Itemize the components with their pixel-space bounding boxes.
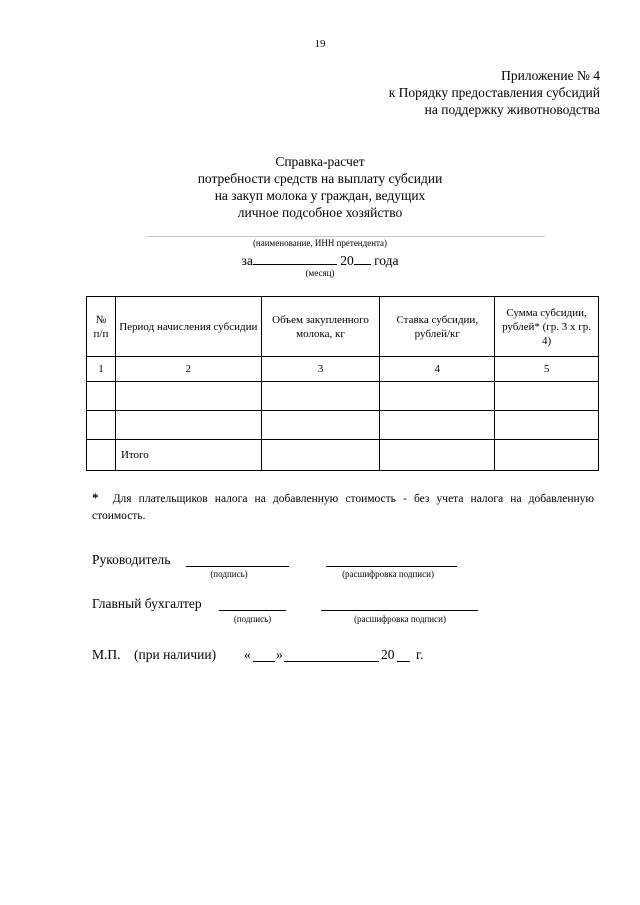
head-decode-caption: (расшифровка подписи) bbox=[342, 569, 434, 579]
month-blank[interactable] bbox=[253, 252, 337, 265]
table-cell[interactable] bbox=[115, 382, 261, 411]
title-line-3: на закуп молока у граждан, ведущих bbox=[214, 188, 426, 203]
accountant-signature-line[interactable] bbox=[219, 597, 286, 611]
footnote-text: Для плательщиков налога на добавленную стоимость - без учета налога на добавленную стоимость. bbox=[92, 493, 594, 522]
stamp-note: (при наличии) bbox=[134, 647, 217, 662]
stamp-label: М.П. bbox=[92, 647, 121, 662]
date-year-suffix: г. bbox=[416, 647, 424, 662]
header-rate: Ставка субсидии, рублей/кг bbox=[380, 297, 495, 357]
applicant-caption: (наименование, ИНН претендента) bbox=[252, 238, 388, 248]
accountant-decode-line[interactable] bbox=[321, 597, 478, 611]
accountant-decode-caption: (расшифровка подписи) bbox=[354, 614, 446, 624]
footnote-star: * bbox=[92, 490, 99, 505]
year-blank[interactable] bbox=[354, 252, 371, 265]
table-cell[interactable] bbox=[261, 440, 380, 471]
head-sign-caption: (подпись) bbox=[210, 569, 248, 579]
footnote bbox=[92, 489, 594, 525]
table-header-row bbox=[87, 297, 599, 357]
period-year-prefix: 20 bbox=[340, 253, 354, 268]
table-cell[interactable] bbox=[495, 382, 599, 411]
total-row bbox=[87, 440, 599, 471]
date-close-quote: » bbox=[276, 647, 283, 662]
appendix-header bbox=[300, 67, 600, 118]
table-cell[interactable] bbox=[261, 382, 380, 411]
header-amount: Сумма субсидии, рублей* (гр. 3 х гр. 4) bbox=[495, 297, 599, 357]
column-number: 1 bbox=[87, 357, 116, 382]
date-month-blank[interactable] bbox=[284, 648, 379, 662]
total-label: Итого bbox=[115, 440, 261, 471]
document-title bbox=[0, 153, 640, 221]
period-line bbox=[0, 252, 640, 269]
table-cell[interactable] bbox=[380, 440, 495, 471]
table-cell[interactable] bbox=[87, 382, 116, 411]
date-day-blank[interactable] bbox=[253, 648, 275, 662]
applicant-name-line[interactable] bbox=[147, 236, 545, 237]
column-number: 5 bbox=[495, 357, 599, 382]
table-cell[interactable] bbox=[87, 411, 116, 440]
page-number: 19 bbox=[314, 38, 326, 50]
table-cell[interactable] bbox=[495, 411, 599, 440]
column-number: 4 bbox=[380, 357, 495, 382]
accountant-sign-caption: (подпись) bbox=[233, 614, 272, 624]
head-label: Руководитель bbox=[92, 552, 171, 567]
date-open-quote: « bbox=[244, 647, 251, 662]
table-row bbox=[87, 382, 599, 411]
period-year-suffix: года bbox=[374, 253, 399, 268]
period-prefix: за bbox=[241, 253, 253, 268]
table-cell[interactable] bbox=[380, 382, 495, 411]
column-numbers-row bbox=[87, 357, 599, 382]
head-signature-line[interactable] bbox=[186, 553, 289, 567]
appendix-line-2: к Порядку предоставления субсидий bbox=[388, 85, 600, 100]
column-number: 2 bbox=[115, 357, 261, 382]
title-line-4: личное подсобное хозяйство bbox=[237, 205, 403, 220]
table-cell[interactable] bbox=[380, 411, 495, 440]
calculation-table bbox=[86, 296, 599, 471]
column-number: 3 bbox=[261, 357, 380, 382]
header-volume: Объем закупленного молока, кг bbox=[261, 297, 380, 357]
table-cell[interactable] bbox=[115, 411, 261, 440]
appendix-line-3: на поддержку животноводства bbox=[424, 102, 600, 117]
table-cell[interactable] bbox=[495, 440, 599, 471]
header-period: Период начисления субсидии bbox=[115, 297, 261, 357]
table-cell[interactable] bbox=[87, 440, 116, 471]
accountant-label: Главный бухгалтер bbox=[92, 596, 202, 611]
month-caption: (месяц) bbox=[305, 268, 335, 278]
header-number: № п/п bbox=[87, 297, 116, 357]
title-line-2: потребности средств на выплату субсидии bbox=[197, 171, 443, 186]
appendix-line-1: Приложение № 4 bbox=[501, 68, 600, 83]
table-row bbox=[87, 411, 599, 440]
head-decode-line[interactable] bbox=[326, 553, 457, 567]
table-cell[interactable] bbox=[261, 411, 380, 440]
date-year-blank[interactable] bbox=[397, 648, 410, 662]
title-line-1: Справка-расчет bbox=[275, 154, 365, 169]
date-year-prefix: 20 bbox=[381, 647, 395, 662]
